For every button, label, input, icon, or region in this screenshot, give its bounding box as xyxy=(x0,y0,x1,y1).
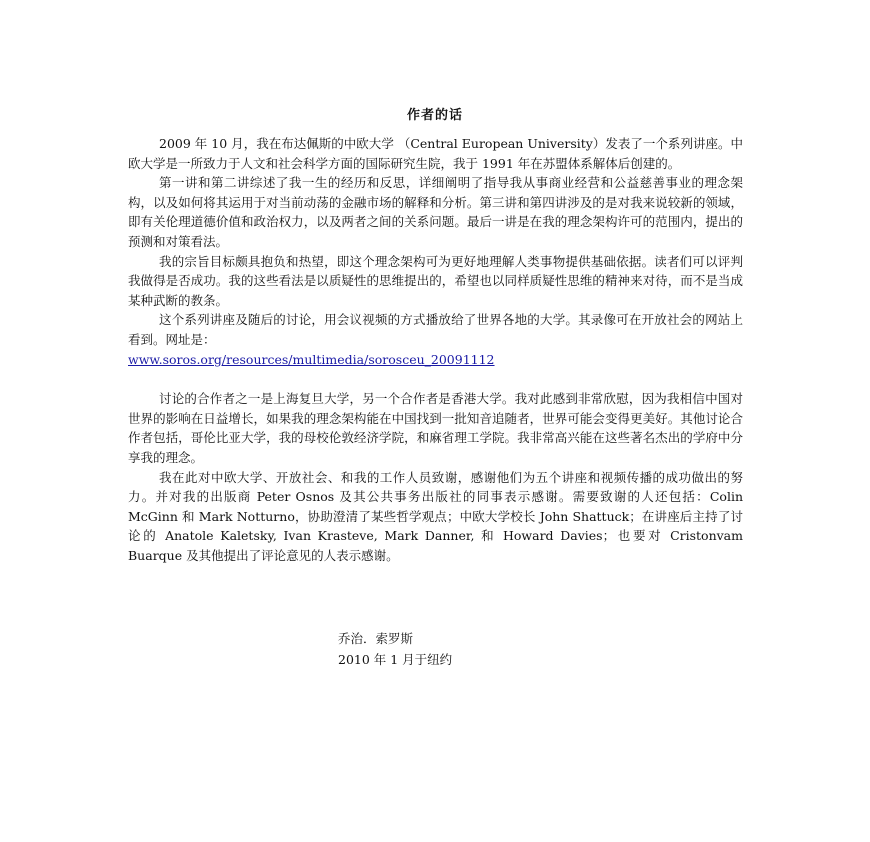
signature-date: 2010 年 1 月于纽约 xyxy=(338,652,453,667)
paragraph-3: 我的宗旨目标颇具抱负和热望，即这个理念架构可为更好地理解人类事物提供基础依据。读者们可以评判我做得是否成功。我的这些看法是以质疑性的思维提出的，希望也以同样质疑性思维的精神来对待，而不是当成某种武断的教条。 xyxy=(128,253,743,308)
paragraph-5: 讨论的合作者之一是上海复旦大学，另一个合作者是香港大学。我对此感到非常欣慰，因为我相信中国对世界的影响在日益增长，如果我的理念架构能在中国找到一批知音追随者，世界可能会变得更美好。其他讨论合作者包括，哥伦比亚大学，我的母校伦敦经济学院，和麻省理工学院。我非常高兴能在这些著名杰出的学府中分享我的理念。 xyxy=(128,391,743,465)
paragraph-2: 第一讲和第二讲综述了我一生的经历和反思，详细阐明了指导我从事商业经营和公益慈善事业的理念架构，以及如何将其运用于对当前动荡的金融市场的解释和分析。第三讲和第四讲涉及的是对我来说较新的领域，即有关伦理道德价值和政治权力，以及两者之间的关系问题。最后一讲是在我的理念架构许可的范围内，提出的预测和对策看法。 xyxy=(128,175,743,249)
paragraph-4: 这个系列讲座及随后的讨论，用会议视频的方式播放给了世界各地的大学。其录像可在开放社会的网站上看到。网址是： xyxy=(128,312,743,347)
author-name: 乔治．索罗斯 xyxy=(338,631,414,646)
paragraph-1: 2009 年 10 月，我在布达佩斯的中欧大学 （Central European University）发表了一个系列讲座。中欧大学是一所致力于人文和社会科学方面的国际研究生院，我于 1991 年在苏盟体系解体后创建的。 xyxy=(128,136,743,171)
paragraph-spacer xyxy=(128,369,743,389)
signature-block xyxy=(338,628,452,670)
page-title: 作者的话 xyxy=(406,108,463,123)
video-link[interactable]: www.soros.org/resources/multimedia/sorosceu_20091112 xyxy=(128,351,495,367)
paragraph-6: 我在此对中欧大学、开放社会、和我的工作人员致谢，感谢他们为五个讲座和视频传播的成功做出的努力。并对我的出版商 Peter Osnos 及其公共事务出版社的同事表示感谢。需要致谢的人还包括：Colin McGinn 和 Mark Notturno，协助澄清了某些哲学观点；中欧大学校长 John Shattuck；在讲座后主持了讨论的 Anatole Kaletsky, Ivan Krasteve, Mark Danner, 和 Howard Davies；也要对 Cristonvam Buarque 及其他提出了评论意见的人表示感谢。 xyxy=(128,469,743,563)
document-body xyxy=(128,134,743,565)
